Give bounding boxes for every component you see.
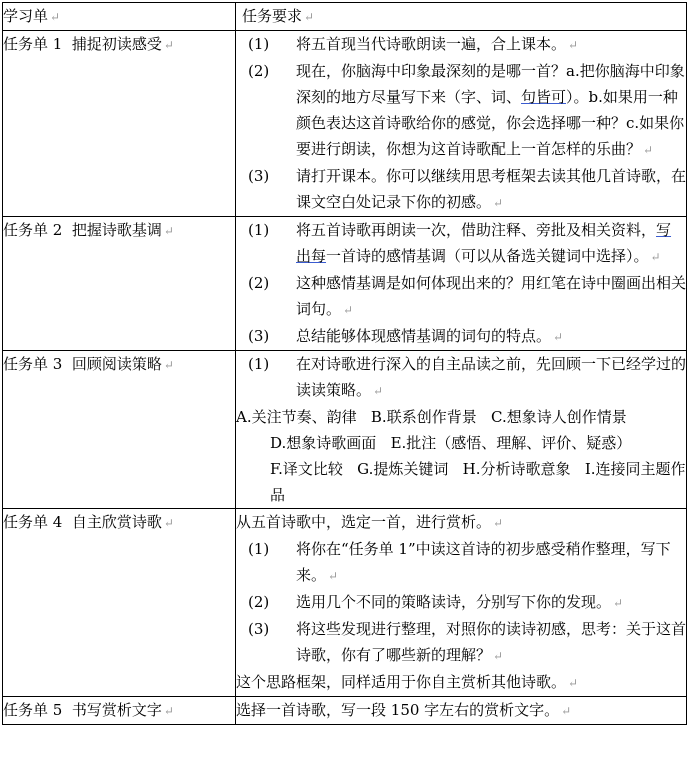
paragraph-mark: ↵ bbox=[163, 358, 174, 372]
task-name: 任务单 4 自主欣赏诗歌 bbox=[3, 513, 162, 531]
task-body-cell bbox=[236, 509, 687, 697]
task-intro: 选择一首诗歌，写一段 150 字左右的赏析文字。 ↵ bbox=[236, 701, 572, 719]
underlined-text: 句皆可 bbox=[521, 88, 567, 106]
item-number: (1) bbox=[248, 35, 270, 53]
task-item bbox=[236, 270, 686, 323]
item-number: (1) bbox=[248, 355, 270, 373]
task-item bbox=[236, 323, 686, 350]
underlined-text: 写出每 bbox=[296, 221, 672, 265]
task-table bbox=[2, 2, 687, 725]
paragraph-mark: ↵ bbox=[163, 704, 174, 718]
header-label-requirements: 任务要求 bbox=[242, 7, 303, 25]
item-text: 将五首现当代诗歌朗读一遍，合上课本。 ↵ bbox=[296, 35, 579, 53]
header-cell-requirements bbox=[236, 3, 687, 31]
strategy-options-line: F.译文比较 G.提炼关键词 H.分析诗歌意象 I.连接同主题作品 bbox=[270, 460, 686, 504]
item-number: (2) bbox=[248, 593, 270, 611]
task-name: 任务单 3 回顾阅读策略 bbox=[3, 355, 162, 373]
item-number: (3) bbox=[248, 327, 270, 345]
task-item bbox=[236, 616, 686, 669]
task-item bbox=[236, 217, 686, 270]
task-name-cell bbox=[3, 351, 236, 509]
item-number: (3) bbox=[248, 620, 270, 638]
task-name: 任务单 2 把握诗歌基调 bbox=[3, 221, 162, 239]
task-name: 任务单 5 书写赏析文字 bbox=[3, 701, 162, 719]
item-text: 这种感情基调是如何体现出来的？用红笔在诗中圈画出相关词句。 ↵ bbox=[296, 274, 687, 318]
header-row bbox=[3, 3, 687, 31]
paragraph-mark: ↵ bbox=[304, 10, 315, 24]
task-row-3 bbox=[3, 351, 687, 509]
strategy-options-line: A.关注节奏、韵律 B.联系创作背景 C.想象诗人创作情景 bbox=[236, 408, 627, 426]
item-text: 现在，你脑海中印象最深刻的是哪一首？a.把你脑海中印象深刻的地方尽量写下来（字、词、句皆可）。b.如果用一种颜色表达这首诗歌给你的感觉，你会选择哪一种？c.如果你要进行朗读，你想为这首诗歌配上一首怎样的乐曲？ ↵ bbox=[296, 62, 685, 158]
item-text: 选用几个不同的策略读诗，分别写下你的发现。 ↵ bbox=[296, 593, 624, 611]
task-item bbox=[236, 536, 686, 589]
item-number: (3) bbox=[248, 167, 270, 185]
strategy-options-line: D.想象诗歌画面 E.批注（感悟、理解、评价、疑惑） bbox=[270, 434, 632, 452]
item-text: 将这些发现进行整理，对照你的读诗初感，思考：关于这首诗歌，你有了哪些新的理解？ ↵ bbox=[296, 620, 687, 664]
task-outro: 这个思路框架，同样适用于你自主赏析其他诗歌。 ↵ bbox=[236, 673, 579, 691]
item-text: 将你在“任务单 1”中读这首诗的初步感受稍作整理，写下来。 ↵ bbox=[296, 540, 671, 584]
paragraph-mark: ↵ bbox=[163, 38, 174, 52]
item-text: 请打开课本。你可以继续用思考框架去读其他几首诗歌，在课文空白处记录下你的初感。 ↵ bbox=[296, 167, 687, 211]
header-label-worksheet: 学习单 bbox=[3, 7, 49, 25]
task-item bbox=[236, 58, 686, 163]
task-item bbox=[236, 163, 686, 216]
task-name: 任务单 1 捕捉初读感受 bbox=[3, 35, 162, 53]
task-body-cell bbox=[236, 217, 687, 351]
task-name-cell bbox=[3, 217, 236, 351]
paragraph-mark: ↵ bbox=[50, 10, 61, 24]
paragraph-mark: ↵ bbox=[163, 224, 174, 238]
item-number: (2) bbox=[248, 62, 270, 80]
task-body-cell bbox=[236, 697, 687, 725]
paragraph-mark: ↵ bbox=[163, 516, 174, 530]
task-item bbox=[236, 31, 686, 58]
header-cell-worksheet bbox=[3, 3, 236, 31]
task-row-5 bbox=[3, 697, 687, 725]
item-number: (1) bbox=[248, 540, 270, 558]
item-text: 在对诗歌进行深入的自主品读之前，先回顾一下已经学过的读读策略。 ↵ bbox=[296, 355, 687, 399]
task-intro: 从五首诗歌中，选定一首，进行赏析。 ↵ bbox=[236, 513, 504, 531]
item-text: 总结能够体现感情基调的词句的特点。 ↵ bbox=[296, 327, 564, 345]
task-row-4 bbox=[3, 509, 687, 697]
task-item bbox=[236, 351, 686, 404]
task-row-2 bbox=[3, 217, 687, 351]
task-body-cell bbox=[236, 351, 687, 509]
item-text: 将五首诗歌再朗读一次，借助注释、旁批及相关资料，写出每一首诗的感情基调（可以从备选关键词中选择）。 ↵ bbox=[296, 221, 672, 265]
task-name-cell bbox=[3, 697, 236, 725]
task-name-cell bbox=[3, 509, 236, 697]
task-row-1 bbox=[3, 31, 687, 217]
task-name-cell bbox=[3, 31, 236, 217]
task-body-cell bbox=[236, 31, 687, 217]
item-number: (2) bbox=[248, 274, 270, 292]
task-item bbox=[236, 589, 686, 616]
item-number: (1) bbox=[248, 221, 270, 239]
